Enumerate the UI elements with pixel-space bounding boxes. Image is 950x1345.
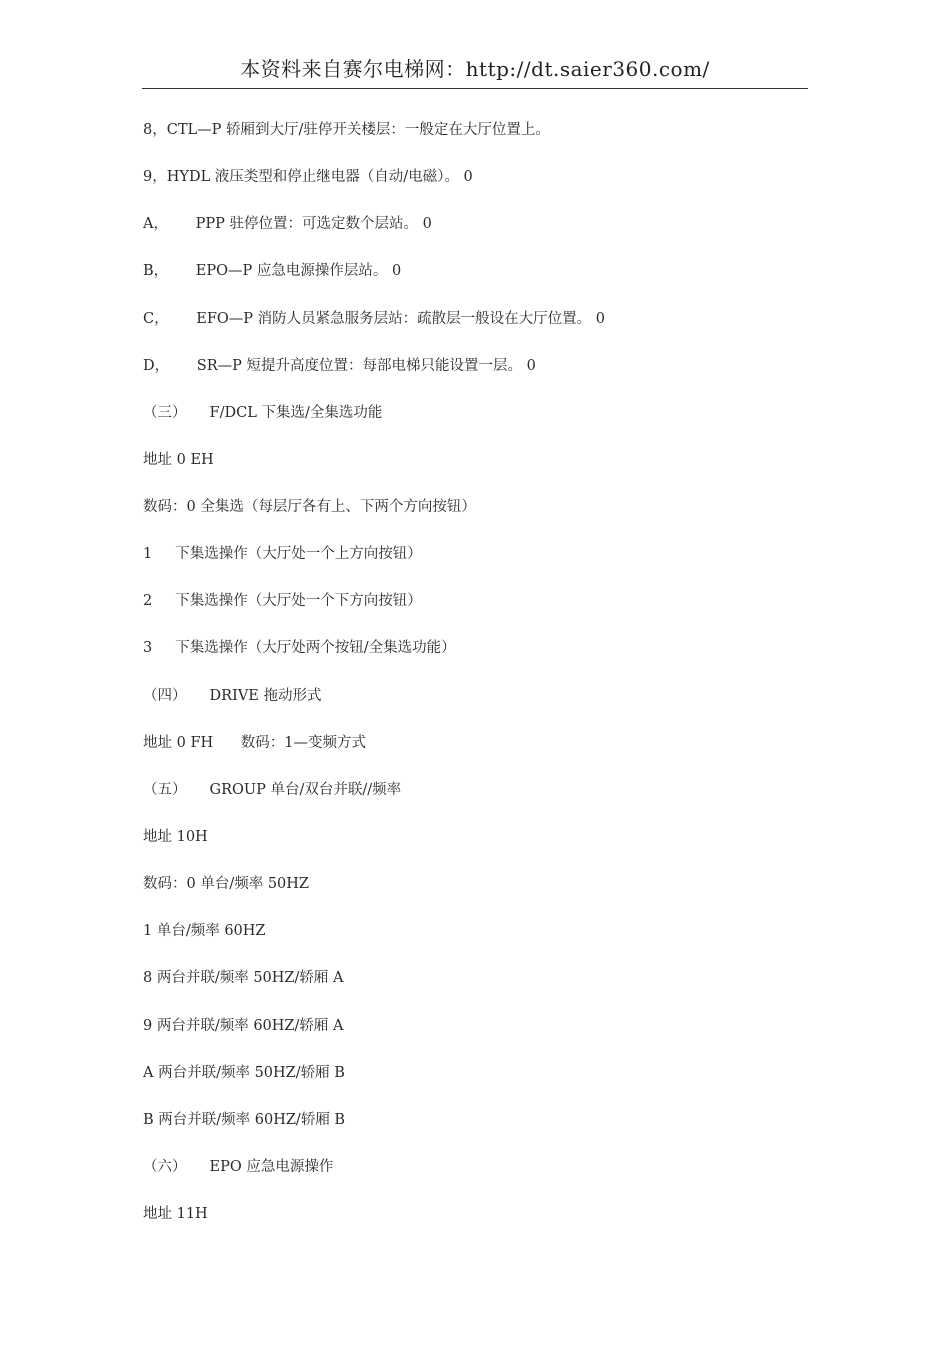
text-line: A 两台并联/频率 50HZ/轿厢 B: [143, 1065, 345, 1081]
text-line: 9 两台并联/频率 60HZ/轿厢 A: [143, 1018, 344, 1034]
section-heading: （四） DRIVE 拖动形式: [143, 688, 322, 704]
text-line: 1 单台/频率 60HZ: [143, 923, 266, 939]
text-line: B 两台并联/频率 60HZ/轿厢 B: [143, 1112, 346, 1128]
text-line: 9，HYDL 液压类型和停止继电器（自动/电磁）。 0: [143, 169, 473, 185]
text-line: C， EFO—P 消防人员紧急服务层站：疏散层一般设在大厅位置。 0: [143, 311, 605, 327]
text-line: 3 下集选操作（大厅处两个按钮/全集选功能）: [143, 640, 456, 656]
text-line: B， EPO—P 应急电源操作层站。 0: [143, 263, 402, 279]
text-line: 地址 0 EH: [143, 452, 214, 468]
text-line: 地址 0 FH 数码：1—变频方式: [143, 735, 367, 751]
text-line: 地址 11H: [143, 1206, 208, 1222]
header-text: 本资料来自赛尔电梯网：http://dt.saier360.com/: [240, 57, 710, 81]
text-line: 8 两台并联/频率 50HZ/轿厢 A: [143, 970, 344, 986]
text-line: 1 下集选操作（大厅处一个上方向按钮）: [143, 546, 422, 562]
text-line: 2 下集选操作（大厅处一个下方向按钮）: [143, 593, 422, 609]
text-line: A， PPP 驻停位置：可选定数个层站。 0: [143, 216, 432, 232]
text-line: 地址 10H: [143, 829, 208, 845]
section-heading: （六） EPO 应急电源操作: [143, 1159, 334, 1175]
text-line: D， SR—P 短提升高度位置：每部电梯只能设置一层。 0: [143, 358, 536, 374]
section-heading: （五） GROUP 单台/双台并联//频率: [143, 782, 402, 798]
section-heading: （三） F/DCL 下集选/全集选功能: [143, 405, 383, 421]
page-header: [142, 52, 808, 89]
text-line: 数码：0 全集选（每层厅各有上、下两个方向按钮）: [143, 499, 476, 515]
text-line: 数码：0 单台/频率 50HZ: [143, 876, 309, 892]
text-line: 8，CTL—P 轿厢到大厅/驻停开关楼层：一般定在大厅位置上。: [143, 122, 550, 138]
